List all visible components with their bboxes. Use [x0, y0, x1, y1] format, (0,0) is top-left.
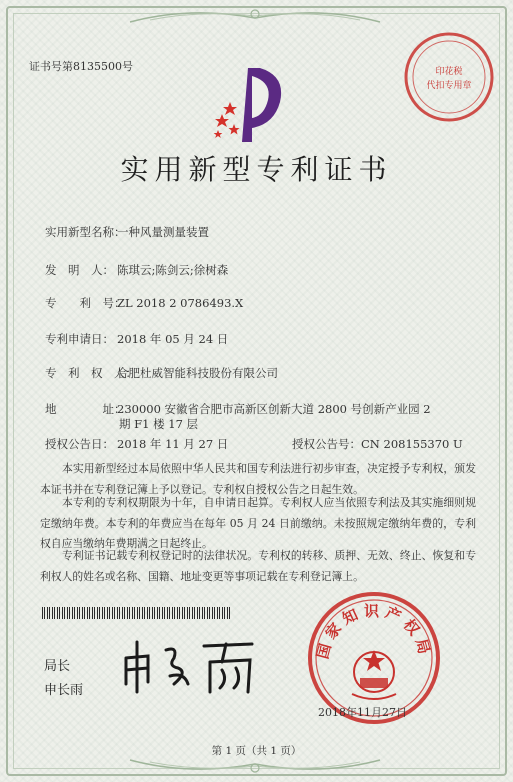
paragraph-3: 专利证书记载专利权登记时的法律状况。专利权的转移、质押、无效、终止、恢复和专利权人的姓名或名称、国籍、地址变更等事项记载在专利登记簿上。	[40, 549, 476, 583]
inventor-label: 发 明 人：	[45, 263, 114, 277]
patent-label: 专 利 号：	[45, 296, 126, 310]
name-value: 一种风量测量装置	[117, 225, 209, 239]
owner-value: 合肥杜威智能科技股份有限公司	[117, 366, 278, 380]
field-grant-number	[292, 436, 463, 452]
certificate-title: 实用新型专利证书	[120, 153, 393, 186]
seal-date: 2018年11月27日	[318, 706, 407, 719]
field-patent-number	[45, 295, 243, 311]
field-owner	[45, 365, 278, 381]
owner-label: 专 利 权 人：	[45, 366, 137, 380]
grant-no-value: CN 208155370 U	[361, 437, 463, 451]
bottom-ornament-icon	[120, 756, 390, 778]
tax-stamp-icon	[402, 30, 496, 124]
addr-value-1: 230000 安徽省合肥市高新区创新大道 2800 号创新产业园 2	[117, 402, 431, 416]
barcode	[42, 607, 230, 619]
apply-value: 2018 年 05 月 24 日	[117, 332, 229, 346]
patent-office-logo-icon	[208, 62, 298, 148]
seal-text: 国家知识产权局	[313, 602, 435, 661]
field-grant-date	[45, 436, 228, 452]
name-label: 实用新型名称：	[45, 225, 126, 239]
apply-label: 专利申请日：	[45, 332, 114, 346]
grant-label: 授权公告日：	[45, 437, 114, 451]
field-apply-date	[45, 331, 228, 347]
field-name	[45, 224, 209, 240]
grant-value: 2018 年 11 月 27 日	[117, 437, 229, 451]
tax-stamp-line2: 代扣专用章	[426, 81, 472, 91]
field-inventor	[45, 262, 228, 278]
signer-name: 申长雨	[44, 683, 84, 698]
paragraph-2: 本专利的专利权期限为十年，自申请日起算。专利权人应当依照专利法及其实施细则规定缴纳年费。本专利的年费应当在每年 05 月 24 日前缴纳。未按照规定缴纳年费的，专利权自应当缴纳年费期满之日起终止。	[40, 496, 476, 550]
page-number: 第 1 页（共 1 页）	[211, 745, 302, 757]
signer-role: 局长	[44, 659, 71, 674]
field-address	[45, 401, 431, 417]
top-ornament-icon	[120, 4, 390, 26]
addr-label: 地 址：	[45, 402, 126, 416]
patent-value: ZL 2018 2 0786493.X	[117, 296, 244, 310]
certificate-number: 证书号第8135500号	[29, 60, 133, 73]
paragraph-1: 本实用新型经过本局依照中华人民共和国专利法进行初步审查，决定授予专利权，颁发本证书并在专利登记簿上予以登记。专利权自授权公告之日起生效。	[40, 462, 476, 496]
inventor-value: 陈琪云;陈剑云;徐树森	[117, 263, 229, 277]
handwritten-signature-icon	[118, 632, 268, 698]
tax-stamp-line1: 印花税	[435, 67, 463, 77]
grant-no-label: 授权公告号：	[292, 437, 361, 451]
addr-value-2: 期 F1 楼 17 层	[119, 417, 199, 431]
